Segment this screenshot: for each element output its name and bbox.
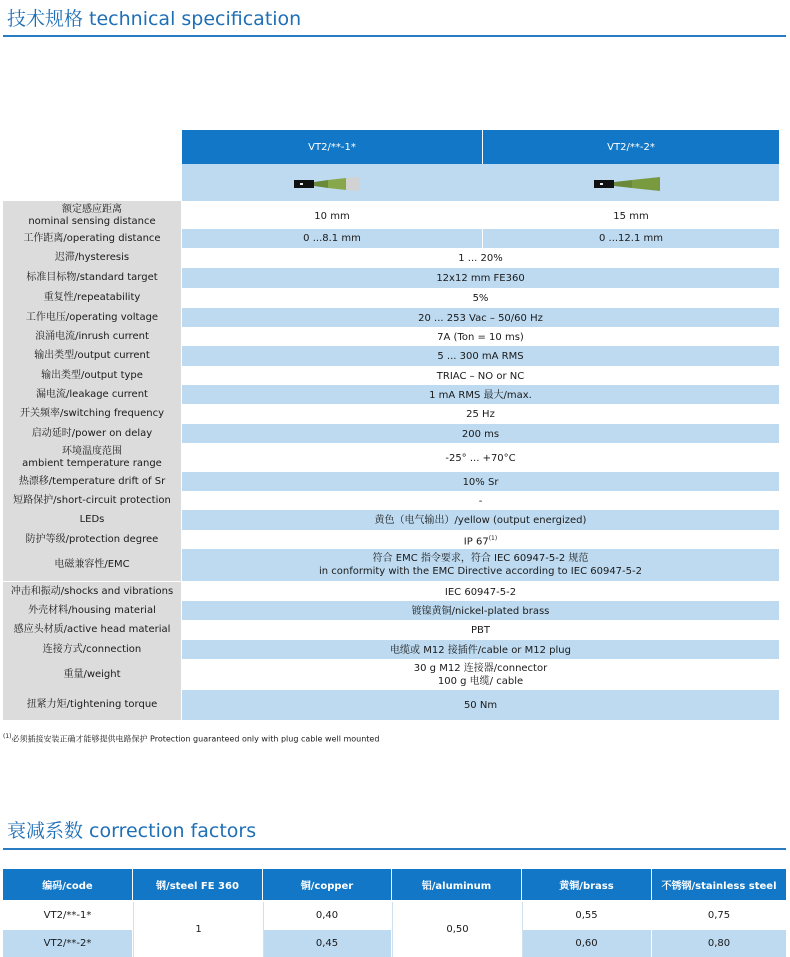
spec-row-value-text: 电缆或 M12 接插件/cable or M12 plug	[390, 644, 571, 656]
spec-title: 技术规格 technical specification	[7, 8, 302, 30]
spec-row-value	[182, 385, 779, 405]
spec-row-value-col2: 0 ...12.1 mm	[483, 229, 779, 248]
corr-row-2-stainless: 0,80	[652, 930, 786, 957]
spec-row-value	[182, 443, 779, 473]
spec-row-label: 输出类型/output current	[3, 346, 181, 367]
spec-row-value-text: 7A (Ton = 10 ms)	[437, 331, 524, 343]
sensor-image-band	[182, 164, 779, 201]
spec-row-value-text: 黄色（电气输出）/yellow (output energized)	[374, 514, 587, 526]
spec-row-label: 环境温度范围 ambient temperature range	[3, 443, 181, 474]
spec-row-value	[182, 582, 779, 602]
spec-row-label: 扭紧力矩/tightening torque	[3, 690, 181, 721]
spec-row-value	[182, 510, 779, 530]
corr-header-code: 编码/code	[3, 869, 132, 900]
spec-row-value	[182, 530, 779, 550]
spec-row-value-col2: 15 mm	[483, 201, 779, 231]
corr-row-1-copper: 0,40	[263, 902, 391, 929]
spec-row-value-text: 25 Hz	[466, 408, 495, 420]
spec-col-header-2: VT2/**-2*	[483, 130, 779, 164]
spec-row-label: 工作距离/operating distance	[3, 229, 181, 249]
spec-row-value-text: 符合 EMC 指令要求，符合 IEC 60947-5-2 规范 in conformity with the EMC Directive according to IEC 60947-5-2	[319, 553, 642, 577]
spec-row-value-text: 1 mA RMS 最大/max.	[429, 389, 532, 401]
spec-row-value	[182, 659, 779, 690]
corr-row-1-stainless: 0,75	[652, 902, 786, 929]
spec-row-value-text: IP 67	[463, 536, 489, 548]
sensor-1-image	[294, 177, 362, 191]
spec-row-value	[182, 327, 779, 347]
spec-row-label: 防护等级/protection degree	[3, 530, 181, 551]
spec-row-value-text: -	[478, 495, 483, 507]
spec-row-label: 连接方式/connection	[3, 640, 181, 661]
corr-row-2-brass: 0,60	[522, 930, 651, 957]
corr-row-2-copper: 0,45	[263, 930, 391, 957]
corr-header-brass: 黄铜/brass	[522, 869, 651, 900]
spec-row-value	[182, 424, 779, 444]
spec-row-value-text: 200 ms	[461, 428, 500, 440]
spec-row-value	[182, 248, 779, 268]
spec-row-value	[182, 346, 779, 366]
corr-header-copper: 铜/copper	[263, 869, 391, 900]
spec-row-value	[182, 308, 779, 328]
spec-row-label: 开关频率/switching frequency	[3, 404, 181, 425]
spec-row-value-text: 20 ... 253 Vac – 50/60 Hz	[418, 312, 543, 324]
spec-row-value-text: 镀镍黄铜/nickel-plated brass	[411, 605, 550, 617]
spec-row-label: 额定感应距离 nominal sensing distance	[3, 201, 181, 232]
corr-row-2-code: VT2/**-2*	[3, 930, 132, 957]
spec-row-label: 短路保护/short-circuit protection	[3, 491, 181, 512]
spec-title-rule	[3, 35, 786, 37]
spec-row-label: 感应头材质/active head material	[3, 620, 181, 641]
spec-row-label: 热漂移/temperature drift of Sr	[3, 472, 181, 493]
spec-row-label: 重复性/repeatability	[3, 288, 181, 309]
spec-row-value-text: 30 g M12 连接器/connector 100 g 电缆/ cable	[413, 662, 548, 687]
corr-row-1-code: VT2/**-1*	[3, 902, 132, 929]
spec-row-value-col1: 10 mm	[182, 201, 482, 231]
spec-row-value	[182, 640, 779, 660]
spec-row-value	[182, 268, 779, 288]
spec-row-value-text: 1 ... 20%	[458, 252, 503, 264]
spec-footnote: $^{(1)}$必须插接安装正确才能够提供电路保护 Protection guaranteed only with plug cable well mounted	[3, 733, 380, 744]
spec-col-header-1: VT2/**-1*	[182, 130, 482, 164]
correction-title: 衰减系数 correction factors	[7, 820, 257, 842]
spec-row-footnote-mark: (1)	[488, 534, 498, 542]
spec-row-value	[182, 366, 779, 386]
spec-row-label: LEDs	[3, 510, 181, 531]
spec-row-value	[182, 690, 779, 720]
corr-header-steel: 钢/steel FE 360	[133, 869, 262, 900]
spec-row-value-text: 5%	[472, 292, 489, 304]
spec-row-label: 浪涌电流/inrush current	[3, 327, 181, 348]
spec-row-label: 标准目标物/standard target	[3, 268, 181, 289]
sensor-2-image	[594, 177, 662, 191]
corr-steel-merged: 1	[133, 902, 264, 957]
spec-row-label: 启动延时/power on delay	[3, 424, 181, 445]
spec-row-value-col1: 0 ...8.1 mm	[182, 229, 482, 248]
corr-header-stainless: 不锈钢/stainless steel	[652, 869, 786, 900]
spec-row-value	[182, 404, 779, 424]
spec-row-label: 外壳材料/housing material	[3, 601, 181, 622]
spec-row-label: 电磁兼容性/EMC	[3, 549, 181, 582]
spec-row-value-text: 12x12 mm FE360	[436, 272, 525, 284]
corr-row-1-brass: 0,55	[522, 902, 651, 929]
correction-title-rule	[3, 848, 786, 850]
spec-row-value	[182, 491, 779, 511]
spec-row-value	[182, 601, 779, 621]
spec-row-value-text: 50 Nm	[463, 699, 498, 711]
spec-row-value	[182, 472, 779, 492]
spec-row-value	[182, 549, 779, 581]
spec-row-value	[182, 288, 779, 308]
corr-aluminum-merged: 0,50	[392, 902, 523, 957]
spec-row-label: 输出类型/output type	[3, 366, 181, 387]
spec-row-value-text: PBT	[471, 624, 490, 636]
spec-row-label: 重量/weight	[3, 659, 181, 691]
spec-row-label: 工作电压/operating voltage	[3, 308, 181, 329]
spec-row-value-text: TRIAC – NO or NC	[436, 370, 525, 382]
spec-row-value-text: 5 ... 300 mA RMS	[437, 350, 524, 362]
spec-row-label: 冲击和振动/shocks and vibrations	[3, 582, 181, 603]
spec-row-value	[182, 620, 779, 640]
spec-row-value-text: IEC 60947-5-2	[444, 586, 517, 598]
spec-row-label: 漏电流/leakage current	[3, 385, 181, 406]
corr-header-aluminum: 铝/aluminum	[392, 869, 521, 900]
spec-row-label: 迟滞/hysteresis	[3, 248, 181, 269]
spec-row-value-text: -25° ... +70°C	[445, 452, 516, 464]
spec-row-value-text: 10% Sr	[462, 476, 499, 488]
